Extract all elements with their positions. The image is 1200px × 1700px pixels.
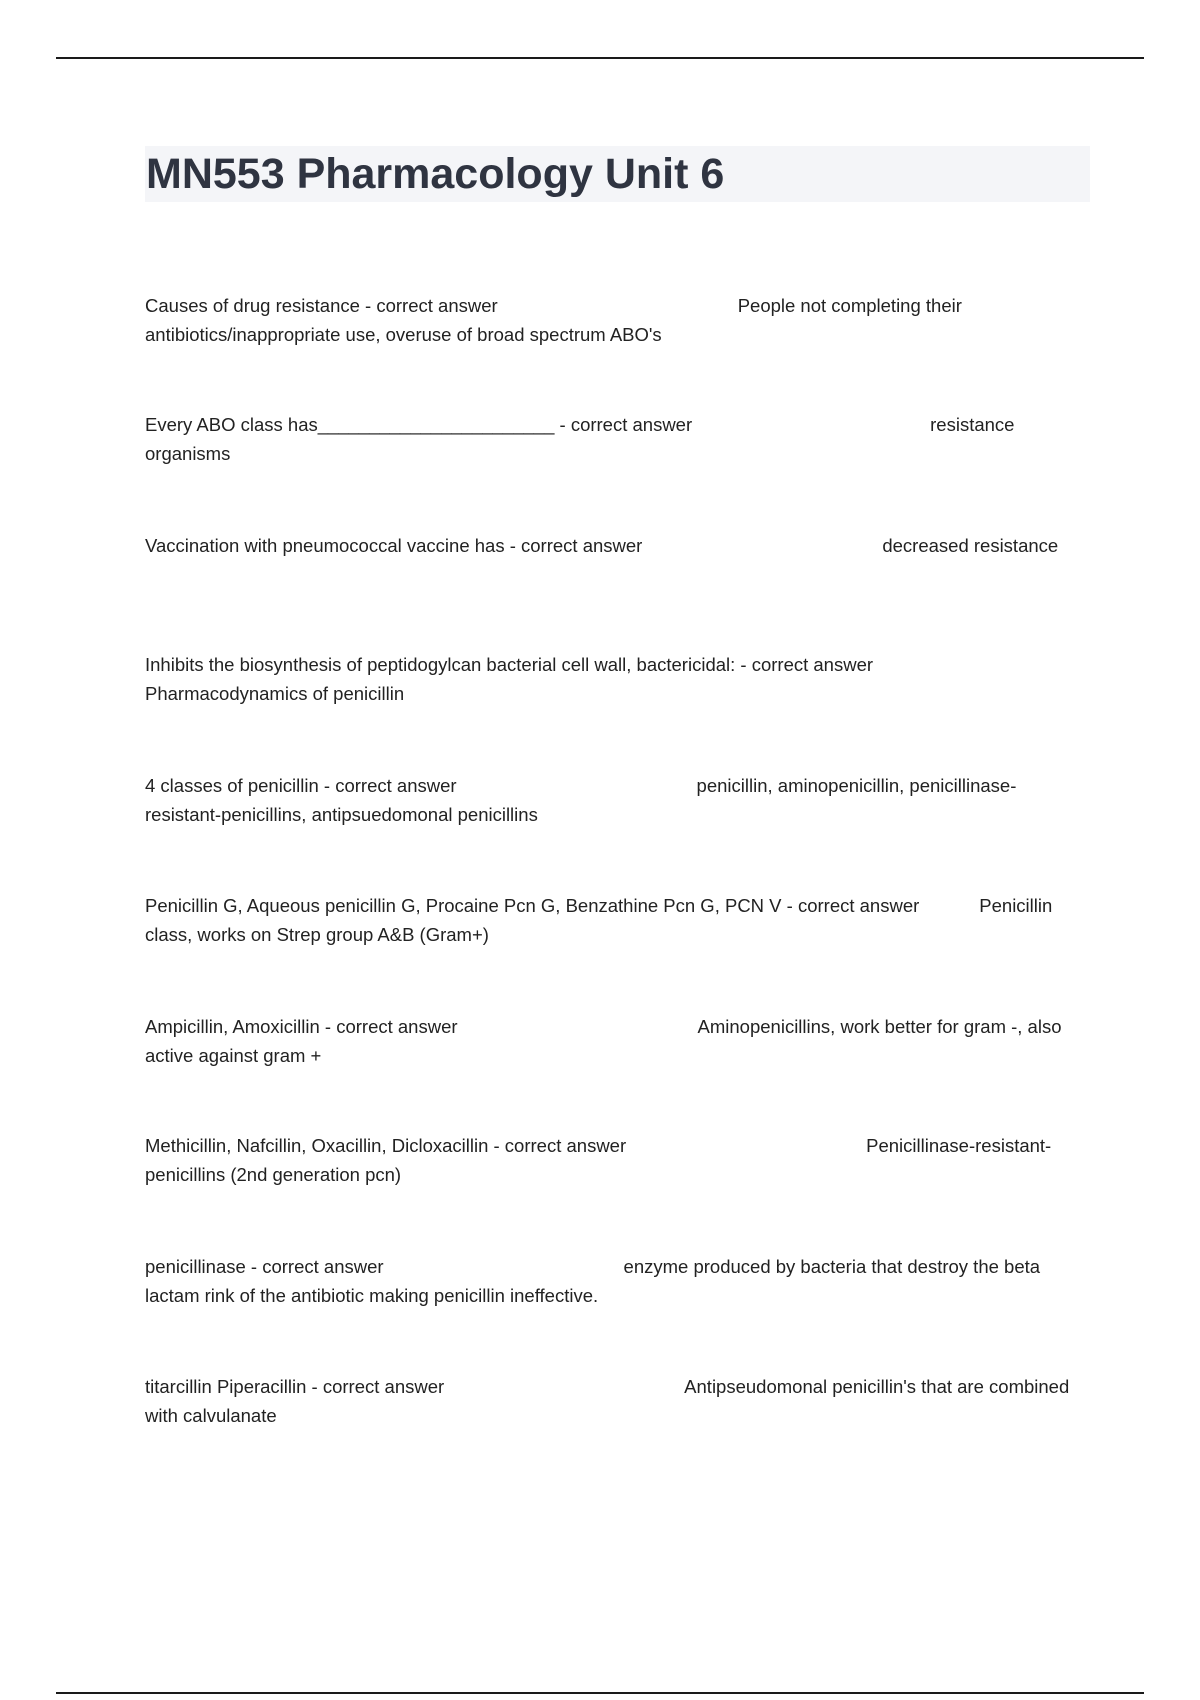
answer-text: Penicillinase-resistant-penicillins (2nd generation pcn) bbox=[145, 1135, 1052, 1185]
qa-item-2 bbox=[145, 410, 1085, 468]
answer-text: Aminopenicillins, work better for gram -, also active against gram + bbox=[145, 1016, 1062, 1066]
question-text: Ampicillin, Amoxicillin - correct answer bbox=[145, 1016, 458, 1037]
question-text: titarcillin Piperacillin - correct answer bbox=[145, 1376, 445, 1397]
bottom-rule bbox=[56, 1692, 1144, 1694]
question-text: 4 classes of penicillin - correct answer bbox=[145, 775, 457, 796]
answer-text: enzyme produced by bacteria that destroy the beta lactam rink of the antibiotic making penicillin ineffective. bbox=[145, 1256, 1041, 1306]
qa-item-5 bbox=[145, 771, 1085, 829]
answer-text: decreased resistance bbox=[882, 535, 1059, 556]
top-rule bbox=[56, 57, 1144, 59]
qa-item-10 bbox=[145, 1372, 1085, 1430]
question-text: Vaccination with pneumococcal vaccine has - correct answer bbox=[145, 535, 643, 556]
answer-text: Penicillin class, works on Strep group A&B (Gram+) bbox=[145, 895, 1053, 945]
answer-text: Pharmacodynamics of penicillin bbox=[145, 683, 405, 704]
answer-text: penicillin, aminopenicillin, penicillinase-resistant-penicillins, antipsuedomonal penicillins bbox=[145, 775, 1017, 825]
question-text: Inhibits the biosynthesis of peptidogylcan bacterial cell wall, bactericidal: - correct answer bbox=[145, 654, 874, 675]
answer-text: resistance organisms bbox=[145, 414, 1015, 464]
qa-item-8 bbox=[145, 1131, 1085, 1189]
qa-item-7 bbox=[145, 1012, 1085, 1070]
question-text: Penicillin G, Aqueous penicillin G, Procaine Pcn G, Benzathine Pcn G, PCN V - correct answer bbox=[145, 895, 920, 916]
answer-text: Antipseudomonal penicillin's that are combined with calvulanate bbox=[145, 1376, 1070, 1426]
question-text: Methicillin, Nafcillin, Oxacillin, Dicloxacillin - correct answer bbox=[145, 1135, 627, 1156]
document-title: MN553 Pharmacology Unit 6 bbox=[146, 150, 725, 198]
question-text: Every ABO class has_______________________ - correct answer bbox=[145, 414, 693, 435]
answer-text: People not completing their antibiotics/inappropriate use, overuse of broad spectrum ABO's bbox=[145, 295, 962, 345]
qa-item-6 bbox=[145, 891, 1085, 949]
question-text: Causes of drug resistance - correct answer bbox=[145, 295, 498, 316]
qa-item-3 bbox=[145, 531, 1085, 560]
qa-item-1 bbox=[145, 291, 1085, 349]
qa-item-4 bbox=[145, 650, 1085, 708]
question-text: penicillinase - correct answer bbox=[145, 1256, 384, 1277]
qa-item-9 bbox=[145, 1252, 1085, 1310]
